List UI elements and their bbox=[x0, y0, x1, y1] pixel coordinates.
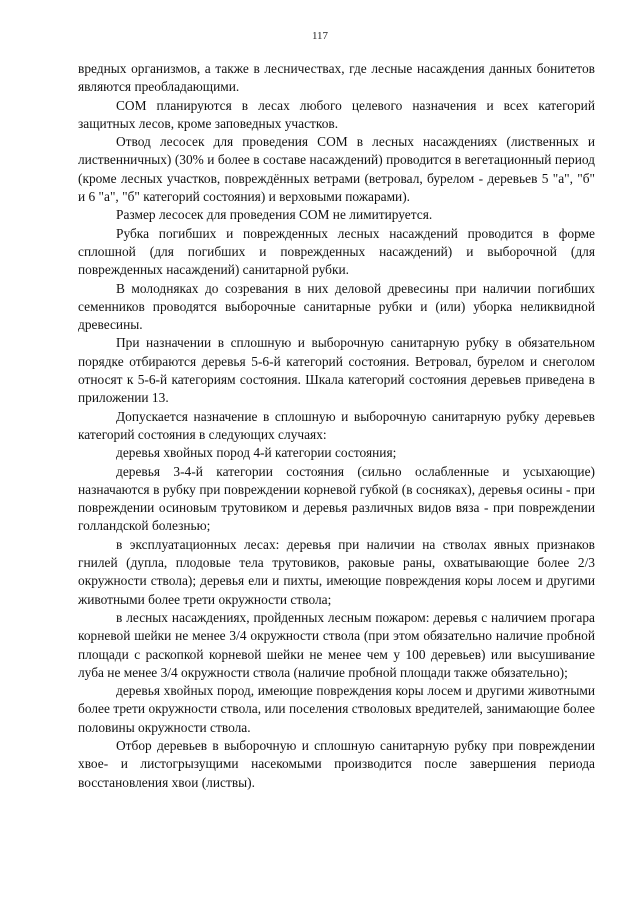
paragraph-felling-forms: Рубка погибших и поврежденных лесных насаждений проводится в форме сплошной (для погибших и поврежденных насаждений) и выборочной (для поврежденных насаждений) санитарной рубки. bbox=[78, 225, 595, 278]
paragraph-case-exploitation-forests: в эксплуатационных лесах: деревья при наличии на стволах явных признаков гнилей (дупла, плодовые тела трутовиков, раковые раны, охватывающие более 2/3 окружности ствола); деревья ели и пихты, имеющие повреждения коры лосем и другими животными более трети окружности ствола; bbox=[78, 536, 595, 607]
paragraph-case-fire: в лесных насаждениях, пройденных лесным пожаром: деревья с наличием прогара корневой шейки не менее 3/4 окружности ствола (при этом обязательно наличие пробной площади с раскопкой корневой шейки не менее чем у 100 деревьев) или высушивание луба не менее 3/4 окружности ствола (наличие пробной площади также обязательно); bbox=[78, 609, 595, 680]
paragraph-som-planning: СОМ планируются в лесах любого целевого назначения и всех категорий защитных лесов, кроме заповедных участков. bbox=[78, 97, 595, 131]
paragraph-young-stands: В молодняках до созревания в них деловой древесины при наличии погибших семенников проводятся выборочные санитарные рубки и (или) уборка неликвидной древесины. bbox=[78, 280, 595, 333]
paragraph-insect-damage: Отбор деревьев в выборочную и сплошную санитарную рубку при повреждении хвое- и листогрызущими насекомыми производится после завершения периода восстановления хвои (листвы). bbox=[78, 737, 595, 790]
paragraph-cutting-area-allocation: Отвод лесосек для проведения СОМ в лесных насаждениях (лиственных и лиственничных) (30% и более в составе насаждений) проводится в вегетационный период (кроме лесных участков, повреждённых ветрами (ветровал, бурелом - деревьев 5 "а", "б" и 6 "а", "б" категорий состояния) и верховыми пожарами). bbox=[78, 134, 595, 205]
page-number: 117 bbox=[311, 30, 329, 42]
paragraph-case-diseases: деревья 3-4-й категории состояния (сильно ослабленные и усыхающие) назначаются в рубку при повреждении корневой губкой (в сосняках), деревья осины - при повреждении осиновым трутовиком и деревья различных видов вяза - при повреждении голландской болезнью; bbox=[78, 463, 595, 534]
paragraph-continuation: вредных организмов, а также в лесничествах, где лесные насаждения данных бонитетов являются преобладающими. bbox=[78, 61, 595, 95]
paragraph-tree-selection: При назначении в сплошную и выборочную санитарную рубку в обязательном порядке отбираются деревья 5-6-й категорий состояния. Ветровал, бурелом и снеголом относят к 5-6-й категориям состояния. Шкала категорий состояния деревьев приведена в приложении 13. bbox=[78, 335, 595, 406]
paragraph-case-conifers: деревья хвойных пород 4-й категории состояния; bbox=[116, 445, 397, 461]
paragraph-allowed-cases: Допускается назначение в сплошную и выборочную санитарную рубку деревьев категорий состояния в следующих случаях: bbox=[78, 408, 595, 442]
paragraph-cutting-area-size: Размер лесосек для проведения СОМ не лимитируется. bbox=[116, 207, 433, 223]
paragraph-case-bark-damage: деревья хвойных пород, имеющие повреждения коры лосем и другими животными более трети окружности ствола, или поселения стволовых вредителей, занимающие более половины окружности ствола. bbox=[78, 683, 595, 735]
document-body bbox=[78, 60, 595, 792]
